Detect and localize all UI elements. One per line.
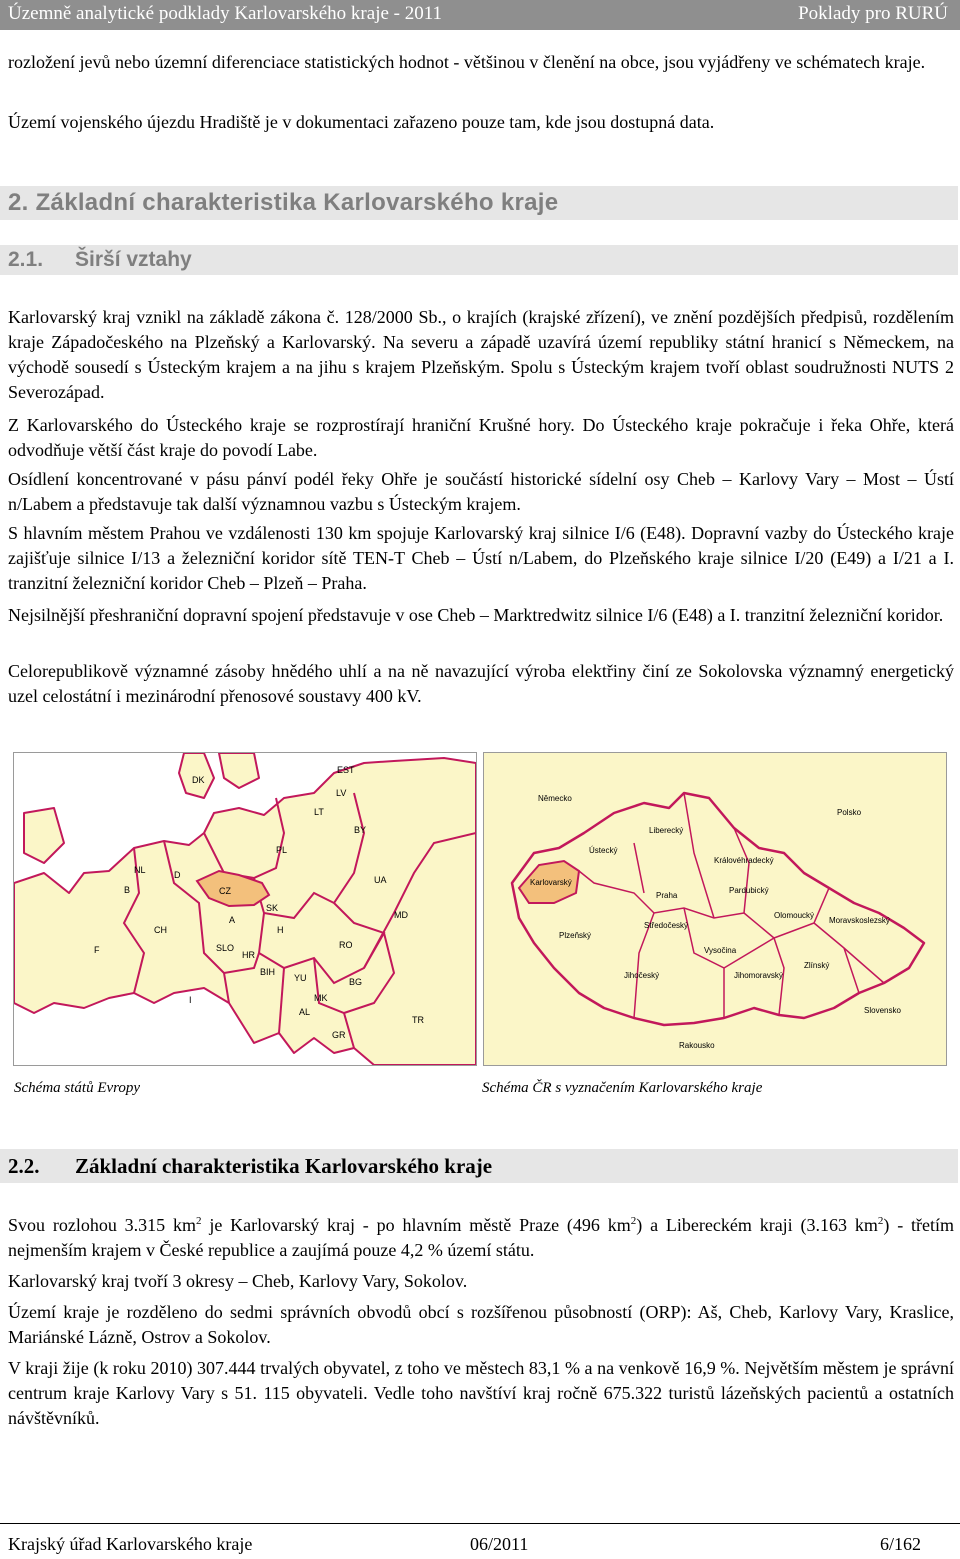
svg-text:CH: CH [154, 925, 167, 935]
czech-map-svg [484, 753, 946, 1065]
svg-text:CZ: CZ [219, 886, 231, 896]
svg-text:AL: AL [299, 1007, 311, 1017]
footer-page-number: 6/162 [880, 1534, 922, 1554]
paragraph-orp: Území kraje je rozděleno do sedmi správních obvodů obcí s rozšířenou působností (ORP): Aš, Cheb, Karlovy Vary, Kraslice, Mariánské Lázně, Ostrov a Sokolov. [8, 1302, 954, 1347]
paragraph-population: V kraji žije (k roku 2010) 307.444 trvalých obyvatel, z toho ve městech 83,1 % a na venkově 16,9 %. Největším městem je správní centrum kraje Karlovy Vary s 51. 115 obyvateli. Vedle toho navštíví kraj ročně 675.322 turistů lázeňských pacientů a ostatních návštěvníků. [8, 1358, 954, 1428]
area-text-1: Svou rozlohou 3.315 km [8, 1215, 197, 1235]
svg-text:A: A [229, 915, 236, 925]
section-title-2-1: Širší vztahy [75, 248, 192, 271]
svg-text:Vysočina: Vysočina [704, 946, 737, 955]
svg-text:Jihomoravský: Jihomoravský [734, 971, 783, 980]
area-sup-3: 2 [877, 1215, 884, 1227]
svg-text:SLO: SLO [216, 943, 235, 953]
section-number-2-2: 2.2. [8, 1154, 40, 1178]
svg-text:I: I [189, 995, 192, 1005]
paragraph-mountains: Z Karlovarského do Ústeckého kraje se rozprostírají hraniční Krušné hory. Do Ústeckého kraje pokračuje i řeka Ohře, která odvodňuje větší část kraje do povodí Labe. [8, 415, 954, 460]
header-title: Územně analytické podklady Karlovarského kraje - 2011 [8, 3, 443, 24]
svg-text:Plzeňský: Plzeňský [559, 931, 592, 940]
svg-text:LT: LT [314, 807, 324, 817]
svg-text:UA: UA [374, 875, 387, 885]
svg-text:Praha: Praha [656, 891, 678, 900]
svg-text:Rakousko: Rakousko [679, 1041, 715, 1050]
europe-map-svg [14, 753, 476, 1065]
paragraph-cross-border: Nejsilnější přeshraniční dopravní spojení představuje v ose Cheb – Marktredwitz silnice I/6 (E48) a I. tranzitní železniční koridor. [8, 605, 944, 625]
footer-date: 06/2011 [470, 1534, 529, 1554]
svg-text:Slovensko: Slovensko [864, 1006, 901, 1015]
svg-text:Ústecký: Ústecký [589, 846, 618, 855]
svg-text:PL: PL [276, 845, 288, 855]
area-text-4: ) - třetím nejmenším krajem v České republice a zaujímá pouze 4,2 % území státu. [8, 1215, 955, 1260]
svg-text:BY: BY [354, 825, 367, 835]
paragraph-transport: S hlavním městem Prahou ve vzdálenosti 130 km spojuje Karlovarský kraj silnice I/6 (E48). Dopravní vazby do Ústeckého kraje zajišťuje silnice I/13 a železniční koridor sítě TEN-T Cheb – Ústí n/Labem, do Plzeňského kraje silnice I/20 (E49) a I/21 a I. tranzitní železniční koridor Cheb – Plzeň – Praha. [8, 523, 954, 593]
intro-paragraph-2: Území vojenského újezdu Hradiště je v dokumentaci zařazeno pouze tam, kde jsou dostupná data. [8, 112, 715, 132]
svg-text:Pardubický: Pardubický [729, 886, 769, 895]
svg-text:Moravskoslezský: Moravskoslezský [829, 916, 890, 925]
svg-text:DK: DK [192, 775, 205, 785]
czech-regions-map [483, 752, 947, 1066]
svg-text:Olomoucký: Olomoucký [774, 911, 815, 920]
czech-map-caption: Schéma ČR s vyznačením Karlovarského kraje [482, 1080, 763, 1096]
svg-text:GR: GR [332, 1030, 346, 1040]
footer-authority: Krajský úřad Karlovarského kraje [8, 1534, 253, 1554]
svg-text:H: H [277, 925, 284, 935]
svg-text:BG: BG [349, 977, 363, 987]
paragraph-energy: Celorepublikově významné zásoby hnědého uhlí a na ně navazující výroba elektřiny činí ze Sokolovska významný energetický uzel celostátní i mezinárodní přenosové soustavy 400 kV. [8, 661, 954, 706]
section-heading-2 [0, 186, 958, 220]
europe-map-caption: Schéma států Evropy [14, 1080, 141, 1096]
svg-text:LV: LV [336, 788, 347, 798]
svg-text:MK: MK [314, 993, 328, 1003]
svg-text:RO: RO [339, 940, 353, 950]
svg-text:Středočeský: Středočeský [644, 921, 689, 930]
svg-text:Královéhradecký: Královéhradecký [714, 856, 774, 865]
svg-text:BIH: BIH [260, 967, 276, 977]
svg-text:HR: HR [242, 950, 255, 960]
section-heading-2-text: 2. Základní charakteristika Karlovarského kraje [8, 189, 559, 216]
svg-text:YU: YU [294, 973, 307, 983]
paragraph-districts: Karlovarský kraj tvoří 3 okresy – Cheb, Karlovy Vary, Sokolov. [8, 1271, 468, 1291]
area-sup-2: 2 [630, 1215, 637, 1227]
area-sup-1: 2 [196, 1215, 202, 1227]
paragraph-legal-basis: Karlovarský kraj vznikl na základě zákona č. 128/2000 Sb., o krajích (krajské zřízení), ve znění pozdějších předpisů, rozdělením kraje Západočeského na Plzeňský a Karlovarský. Na severu a západě uzavírá území republiky státní hranicí s Německem, na východě sousedí s Ústeckým krajem a na jihu s krajem Plzeňským. Spolu s Ústeckým krajem tvoří oblast soudružnosti NUTS 2 Severozápad. [8, 307, 954, 402]
svg-text:Německo: Německo [538, 794, 572, 803]
area-text-2: je Karlovarský kraj - po hlavním městě Praze (496 km [201, 1215, 631, 1235]
svg-text:SK: SK [266, 903, 279, 913]
intro-paragraph-1: rozložení jevů nebo územní diferenciace statistických hodnot - většinou v členění na obce, jsou vyjádřeny ve schématech kraje. [8, 52, 926, 72]
europe-map [13, 752, 477, 1066]
paragraph-settlement: Osídlení koncentrované v pásu pánví podél řeky Ohře je součástí historické sídelní osy Cheb – Karlovy Vary – Most – Ústí n/Labem a představuje tak další významnou vazbu s Ústeckým krajem. [8, 469, 954, 514]
svg-text:D: D [174, 870, 181, 880]
paragraph-area [8, 1213, 954, 1263]
svg-text:F: F [94, 945, 100, 955]
svg-text:B: B [124, 885, 131, 895]
svg-text:MD: MD [394, 910, 408, 920]
header-right: Poklady pro RURÚ [798, 3, 948, 24]
svg-text:Jihočeský: Jihočeský [624, 971, 660, 980]
svg-text:Karlovarský: Karlovarský [530, 878, 572, 887]
svg-text:NL: NL [134, 865, 146, 875]
svg-text:Polsko: Polsko [837, 808, 862, 817]
section-title-2-2: Základní charakteristika Karlovarského kraje [75, 1154, 493, 1178]
footer-divider [0, 1523, 960, 1524]
svg-text:TR: TR [412, 1015, 424, 1025]
svg-text:Zlínský: Zlínský [804, 961, 830, 970]
page-header [0, 0, 960, 30]
section-number-2-1: 2.1. [8, 248, 44, 271]
svg-text:EST: EST [337, 765, 355, 775]
area-text-3: ) a Libereckém kraji (3.163 km [636, 1215, 878, 1235]
svg-text:Liberecký: Liberecký [649, 826, 684, 835]
section-heading-2-1 [0, 245, 958, 275]
section-heading-2-2 [0, 1149, 958, 1183]
